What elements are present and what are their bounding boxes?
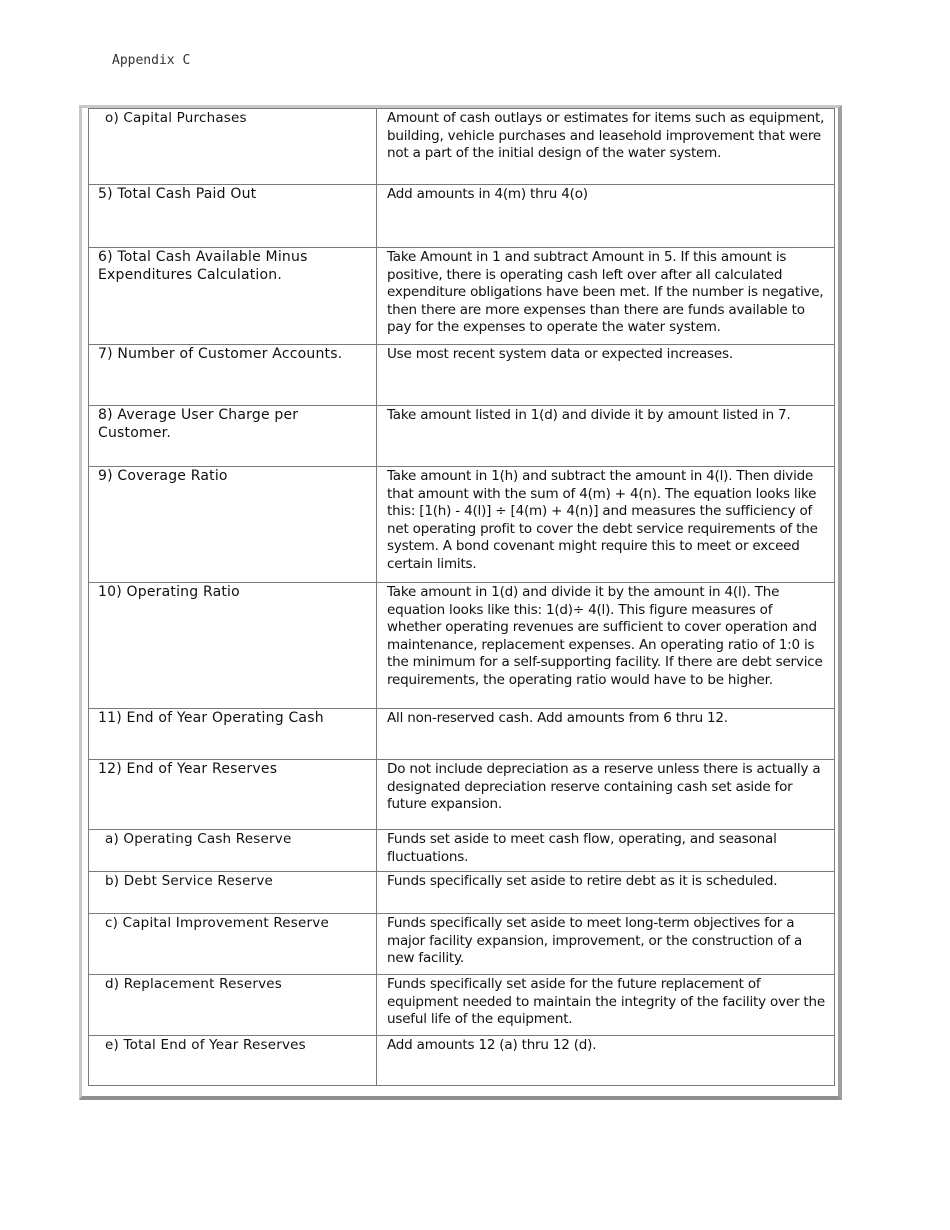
page-header: Appendix C [112, 53, 191, 68]
row-description: Funds specifically set aside to meet long-term objectives for a major facility expansion, improvement, or the construction of a new facility. [377, 914, 835, 975]
row-term: 10) Operating Ratio [89, 583, 377, 709]
row-description: Use most recent system data or expected increases. [377, 345, 835, 406]
table-row [89, 248, 835, 345]
row-term: d) Replacement Reserves [89, 975, 377, 1036]
table-row [89, 830, 835, 872]
row-description: Amount of cash outlays or estimates for items such as equipment, building, vehicle purchases and leasehold improvement that were not a part of the initial design of the water system. [377, 109, 835, 185]
table-row [89, 185, 835, 248]
row-term: 6) Total Cash Available Minus Expenditures Calculation. [89, 248, 377, 345]
table-row [89, 709, 835, 760]
table-row [89, 109, 835, 185]
table-row [89, 760, 835, 830]
row-description: Funds set aside to meet cash flow, operating, and seasonal fluctuations. [377, 830, 835, 872]
row-term: 7) Number of Customer Accounts. [89, 345, 377, 406]
row-description: Funds specifically set aside to retire debt as it is scheduled. [377, 872, 835, 914]
row-description: Do not include depreciation as a reserve unless there is actually a designated depreciation reserve containing cash set aside for future expansion. [377, 760, 835, 830]
row-description: All non-reserved cash. Add amounts from 6 thru 12. [377, 709, 835, 760]
row-term: 11) End of Year Operating Cash [89, 709, 377, 760]
row-term: 9) Coverage Ratio [89, 467, 377, 583]
row-term: 8) Average User Charge per Customer. [89, 406, 377, 467]
row-term: a) Operating Cash Reserve [89, 830, 377, 872]
row-term: 12) End of Year Reserves [89, 760, 377, 830]
row-description: Take amount listed in 1(d) and divide it by amount listed in 7. [377, 406, 835, 467]
row-term: o) Capital Purchases [89, 109, 377, 185]
row-description: Add amounts 12 (a) thru 12 (d). [377, 1036, 835, 1086]
row-term: b) Debt Service Reserve [89, 872, 377, 914]
table-row [89, 345, 835, 406]
table-row [89, 914, 835, 975]
row-term: c) Capital Improvement Reserve [89, 914, 377, 975]
table-row [89, 975, 835, 1036]
table-row [89, 406, 835, 467]
definitions-table [88, 108, 835, 1086]
table-row [89, 872, 835, 914]
row-term: 5) Total Cash Paid Out [89, 185, 377, 248]
row-description: Funds specifically set aside for the future replacement of equipment needed to maintain the integrity of the facility over the useful life of the equipment. [377, 975, 835, 1036]
table-row [89, 467, 835, 583]
row-term: e) Total End of Year Reserves [89, 1036, 377, 1086]
row-description: Take amount in 1(h) and subtract the amount in 4(l). Then divide that amount with the sum of 4(m) + 4(n). The equation looks like this: [1(h) - 4(l)] ÷ [4(m) + 4(n)] and measures the sufficiency of net operating profit to cover the debt service requirements of the system. A bond covenant might require this to meet or exceed certain limits. [377, 467, 835, 583]
row-description: Add amounts in 4(m) thru 4(o) [377, 185, 835, 248]
row-description: Take Amount in 1 and subtract Amount in 5. If this amount is positive, there is operating cash left over after all calculated expenditure obligations have been met. If the number is negative, then there are more expenses than there are funds available to pay for the expenses to operate the water system. [377, 248, 835, 345]
row-description: Take amount in 1(d) and divide it by the amount in 4(l). The equation looks like this: 1(d)÷ 4(l). This figure measures of whether operating revenues are sufficient to cover operation and maintenance, replacement expenses. An operating ratio of 1:0 is the minimum for a self-supporting facility. If there are debt service requirements, the operating ratio would have to be higher. [377, 583, 835, 709]
table-row [89, 583, 835, 709]
table-row [89, 1036, 835, 1086]
